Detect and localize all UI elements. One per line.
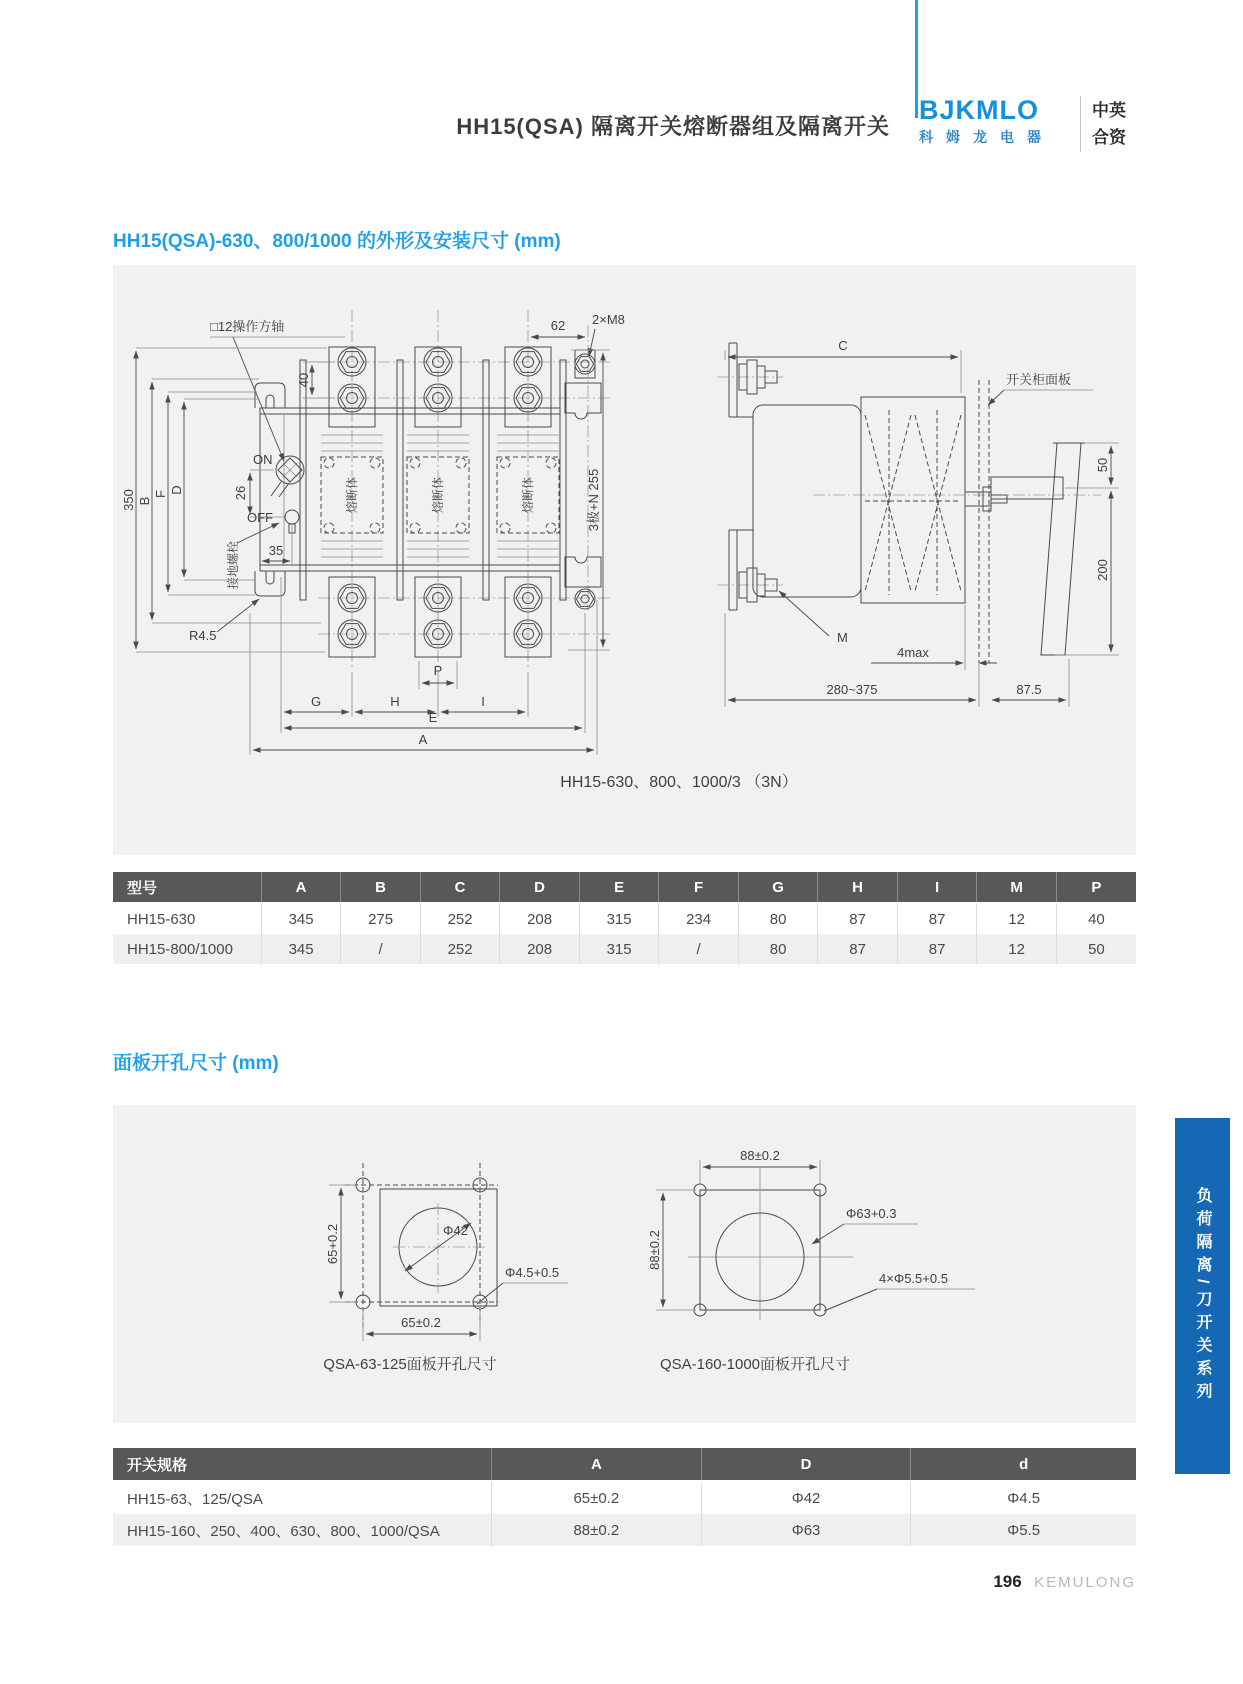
row-label: HH15-800/1000: [113, 934, 261, 964]
panel-cutout-qsa160: [647, 1148, 975, 1373]
cell-value: 87: [818, 934, 898, 964]
dim-B: B: [137, 496, 152, 506]
row-label: HH15-63、125/QSA: [113, 1481, 492, 1514]
column-header: 开关规格: [113, 1448, 492, 1481]
cell-value: 208: [500, 934, 580, 964]
column-header: F: [659, 872, 739, 903]
dim-r45: R4.5: [189, 628, 217, 643]
cell-value: 65±0.2: [492, 1481, 702, 1514]
cell-value: 40: [1056, 903, 1136, 934]
table-row: [113, 903, 1136, 934]
cell-value: Φ5.5: [911, 1514, 1136, 1546]
dim-G: G: [310, 694, 322, 709]
dim-65h: 65±0.2: [401, 1315, 441, 1330]
dim-D: D: [169, 485, 184, 495]
cell-value: 87: [897, 903, 977, 934]
cell-value: Φ63: [701, 1514, 911, 1546]
cell-value: 315: [579, 934, 659, 964]
dim-35: 35: [268, 543, 284, 558]
dim-phi63: Φ63+0.3: [846, 1206, 897, 1221]
column-header: D: [500, 872, 580, 903]
column-header: C: [420, 872, 500, 903]
dim-C: C: [838, 338, 848, 353]
cell-value: 80: [738, 934, 818, 964]
qsa63-caption: QSA-63-125面板开孔尺寸: [323, 1356, 497, 1373]
column-header: B: [341, 872, 421, 903]
cell-value: 345: [261, 934, 341, 964]
cell-value: 88±0.2: [492, 1514, 702, 1546]
row-label: HH15-630: [113, 903, 261, 934]
fuse-label-2: 熔断体: [431, 476, 445, 514]
cell-value: 315: [579, 903, 659, 934]
dim-4max: 4max: [897, 645, 929, 660]
on-label: ON: [253, 452, 273, 467]
dim-M: M: [837, 630, 848, 645]
logo-wordmark: BJKMLO: [919, 95, 1039, 125]
cell-value: 252: [420, 934, 500, 964]
row-label: HH15-160、250、400、630、800、1000/QSA: [113, 1514, 492, 1546]
dim-350: 350: [121, 489, 136, 511]
dim-phi45: Φ4.5+0.5: [505, 1265, 560, 1280]
column-header: D: [701, 1448, 911, 1481]
cell-value: Φ42: [701, 1481, 911, 1514]
dim-26: 26: [233, 485, 248, 501]
dim-E: E: [428, 710, 438, 725]
column-header: 型号: [113, 872, 261, 903]
dim-A: A: [418, 732, 428, 747]
cell-value: 234: [659, 903, 739, 934]
footer-brand: KEMULONG: [1034, 1574, 1136, 1591]
cell-value: 12: [977, 934, 1057, 964]
cell-value: /: [341, 934, 421, 964]
cell-value: 345: [261, 903, 341, 934]
column-header: d: [911, 1448, 1136, 1481]
page-title: HH15(QSA) 隔离开关熔断器组及隔离开关: [456, 114, 890, 139]
outline-drawing-panel: [113, 265, 1136, 855]
ground-bolt-label: 接地螺栓: [226, 540, 240, 590]
shaft-callout-label: □12操作方轴: [210, 319, 285, 334]
page-footer: [113, 1572, 1136, 1592]
column-header: P: [1056, 872, 1136, 903]
column-header: I: [897, 872, 977, 903]
table-row: [113, 1481, 1136, 1514]
drawing-caption: HH15-630、800、1000/3 （3N）: [560, 774, 798, 791]
dim-m8: 2×M8: [592, 312, 625, 327]
logo-chinese-name: 科姆龙电器: [919, 129, 1054, 145]
panel-cutout-svg: [113, 1105, 1136, 1423]
dimension-table: [113, 872, 1136, 964]
fuse-label-1: 熔断体: [345, 476, 359, 514]
column-header: A: [492, 1448, 702, 1481]
table-header-row: [113, 872, 1136, 903]
section-title-outline-dimensions: HH15(QSA)-630、800/1000 的外形及安装尺寸 (mm): [113, 231, 561, 252]
outline-drawing-svg: [113, 265, 1136, 855]
dim-88v: 88±0.2: [647, 1230, 662, 1270]
cell-value: 80: [738, 903, 818, 934]
dim-F: F: [153, 490, 168, 498]
cabinet-panel-label: 开关柜面板: [1006, 372, 1072, 387]
logo-divider: [1080, 96, 1081, 152]
fuse-label-3: 熔断体: [521, 476, 535, 514]
column-header: H: [818, 872, 898, 903]
series-side-tab-label: 负荷隔离/刀开关系列: [1194, 1186, 1211, 1406]
dim-65v: 65+0.2: [325, 1223, 340, 1265]
dim-I: I: [481, 694, 485, 709]
dim-P: P: [433, 663, 443, 678]
column-header: M: [977, 872, 1057, 903]
cell-value: 275: [341, 903, 421, 934]
cell-value: 87: [818, 903, 898, 934]
panel-cutout-table: [113, 1448, 1136, 1546]
cell-value: /: [659, 934, 739, 964]
qsa160-caption: QSA-160-1000面板开孔尺寸: [659, 1356, 851, 1373]
series-side-tab: [1175, 1118, 1230, 1474]
cell-value: 252: [420, 903, 500, 934]
header-accent-rule: [915, 0, 918, 118]
dim-phi55: 4×Φ5.5+0.5: [879, 1271, 948, 1286]
column-header: E: [579, 872, 659, 903]
dim-255-poles: 3极+N 255: [586, 468, 601, 532]
table-row: [113, 1514, 1136, 1546]
dim-H: H: [390, 694, 400, 709]
side-view-drawing: [717, 338, 1119, 707]
dim-62: 62: [550, 318, 566, 333]
dim-88h: 88±0.2: [740, 1148, 780, 1163]
cell-value: 208: [500, 903, 580, 934]
panel-cutout-qsa63: [323, 1163, 568, 1373]
joint-venture-label: 中英 合资: [1092, 101, 1126, 147]
dim-phi42: Φ42: [443, 1223, 468, 1238]
column-header: G: [738, 872, 818, 903]
table-header-row: [113, 1448, 1136, 1481]
cell-value: 87: [897, 934, 977, 964]
dim-40: 40: [296, 372, 311, 388]
column-header: A: [261, 872, 341, 903]
page-number: 196: [993, 1572, 1022, 1591]
section-title-panel-cutout: 面板开孔尺寸 (mm): [113, 1053, 279, 1074]
dim-50: 50: [1095, 457, 1110, 473]
dim-87-5: 87.5: [1016, 682, 1042, 697]
table-row: [113, 934, 1136, 964]
brand-logo: [919, 96, 1074, 147]
panel-cutout-drawing-panel: [113, 1105, 1136, 1423]
cell-value: 12: [977, 903, 1057, 934]
cell-value: Φ4.5: [911, 1481, 1136, 1514]
cell-value: 50: [1056, 934, 1136, 964]
dim-200: 200: [1095, 559, 1110, 581]
dim-280-375: 280~375: [826, 682, 878, 697]
front-view-drawing: [121, 310, 625, 755]
off-label: OFF: [247, 510, 273, 525]
